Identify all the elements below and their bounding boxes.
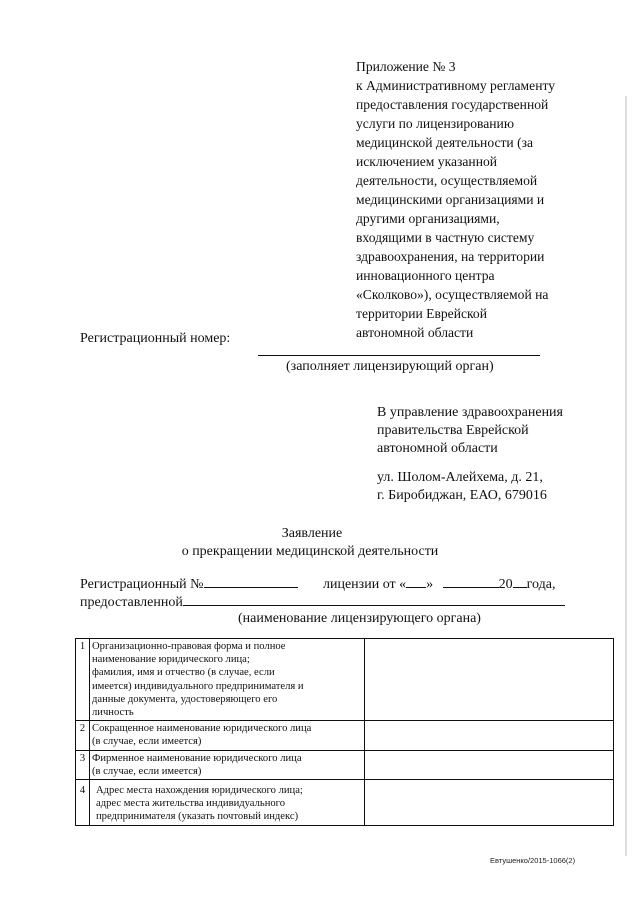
addressee-line: правительства Еврейской (377, 423, 529, 438)
row-text: адрес места жительства индивидуального (96, 798, 286, 810)
year-suffix: года, (526, 577, 556, 592)
appendix-line: услуги по лицензированию (356, 116, 514, 131)
appendix-line: медицинскими организациями и (356, 192, 545, 207)
appendix-line: здравоохранения, на территории (356, 249, 545, 264)
row-text: Фирменное наименование юридического лица (92, 752, 302, 764)
row-text: личность (92, 707, 134, 719)
license-year-field[interactable] (513, 575, 527, 588)
row-value-cell[interactable] (365, 780, 614, 826)
appendix-line: другими организациями, (356, 211, 500, 226)
application-table (75, 638, 614, 826)
provided-label: предоставленной (80, 595, 183, 610)
appendix-line: предоставления государственной (356, 97, 549, 112)
row-text: Адрес места нахождения юридического лица; (96, 785, 303, 797)
table-row (76, 750, 614, 779)
license-from-label: лицензии от « (323, 577, 407, 592)
license-number-field[interactable] (204, 575, 298, 588)
appendix-line: Приложение № 3 (356, 59, 456, 74)
row-text: наименование юридического лица; (92, 654, 250, 666)
row-text: фамилия, имя и отчество (в случае, если (92, 667, 275, 679)
year-prefix: 20 (498, 577, 513, 592)
appendix-line: медицинской деятельности (за (356, 135, 534, 150)
quote-close: » (426, 577, 434, 592)
addressee-line: В управление здравоохранения (377, 405, 563, 420)
row-description (90, 721, 365, 750)
table-row (76, 780, 614, 826)
row-text: (в случае, если имеется) (92, 765, 202, 777)
row-description (90, 639, 365, 721)
registration-number-label: Регистрационный номер: (80, 331, 231, 346)
addressee-address (377, 469, 547, 505)
registration-prefix: Регистрационный № (80, 577, 204, 592)
address-line: ул. Шолом-Алейхема, д. 21, (377, 470, 543, 485)
table-row (76, 639, 614, 721)
appendix-line: автономной области (356, 325, 474, 340)
document-subtitle: о прекращении медицинской деятельности (181, 544, 439, 559)
row-number: 4 (76, 780, 90, 826)
license-line (80, 575, 580, 593)
row-value-cell[interactable] (365, 750, 614, 779)
row-text: имеется) индивидуального предпринимателя и (92, 680, 304, 692)
scan-edge-line (625, 96, 627, 856)
row-value-cell[interactable] (365, 639, 614, 721)
row-text: (в случае, если имеется) (92, 736, 202, 748)
license-month-field[interactable] (443, 575, 499, 588)
table-row (76, 721, 614, 750)
appendix-line: деятельности, осуществляемой (356, 173, 538, 188)
appendix-line: «Сколково»), осуществляемой на (356, 287, 549, 302)
addressee-block (377, 404, 563, 458)
licensing-organ-note: (наименование лицензирующего органа) (238, 611, 481, 626)
appendix-line: инновационного центра (356, 268, 495, 283)
row-description (90, 780, 365, 826)
provided-line (80, 593, 565, 611)
registration-number-note: (заполняет лицензирующий орган) (286, 359, 494, 374)
row-text: данные документа, удостоверяющего его (92, 693, 278, 705)
row-description (90, 750, 365, 779)
row-value-cell[interactable] (365, 721, 614, 750)
row-number: 3 (76, 750, 90, 779)
appendix-line: территории Еврейской (356, 306, 487, 321)
appendix-line: к Административному регламенту (356, 78, 556, 93)
license-day-field[interactable] (406, 575, 426, 588)
registration-number-field[interactable] (258, 355, 540, 356)
row-text: Сокращенное наименование юридического лица (92, 723, 312, 735)
row-text: предпринимателя (указать почтовый индекс) (96, 811, 299, 823)
row-text: Организационно-правовая форма и полное (92, 641, 286, 652)
appendix-line: исключением указанной (356, 154, 498, 169)
licensing-organ-field[interactable] (183, 593, 565, 606)
appendix-header (356, 57, 618, 342)
document-title: Заявление (281, 526, 343, 541)
addressee-line: автономной области (377, 441, 498, 456)
row-number: 1 (76, 639, 90, 721)
appendix-line: входящими в частную систему (356, 230, 535, 245)
document-footer-code: Евтушенко/2015-1066(2) (490, 856, 576, 865)
row-number: 2 (76, 721, 90, 750)
address-line: г. Биробиджан, ЕАО, 679016 (377, 488, 547, 503)
